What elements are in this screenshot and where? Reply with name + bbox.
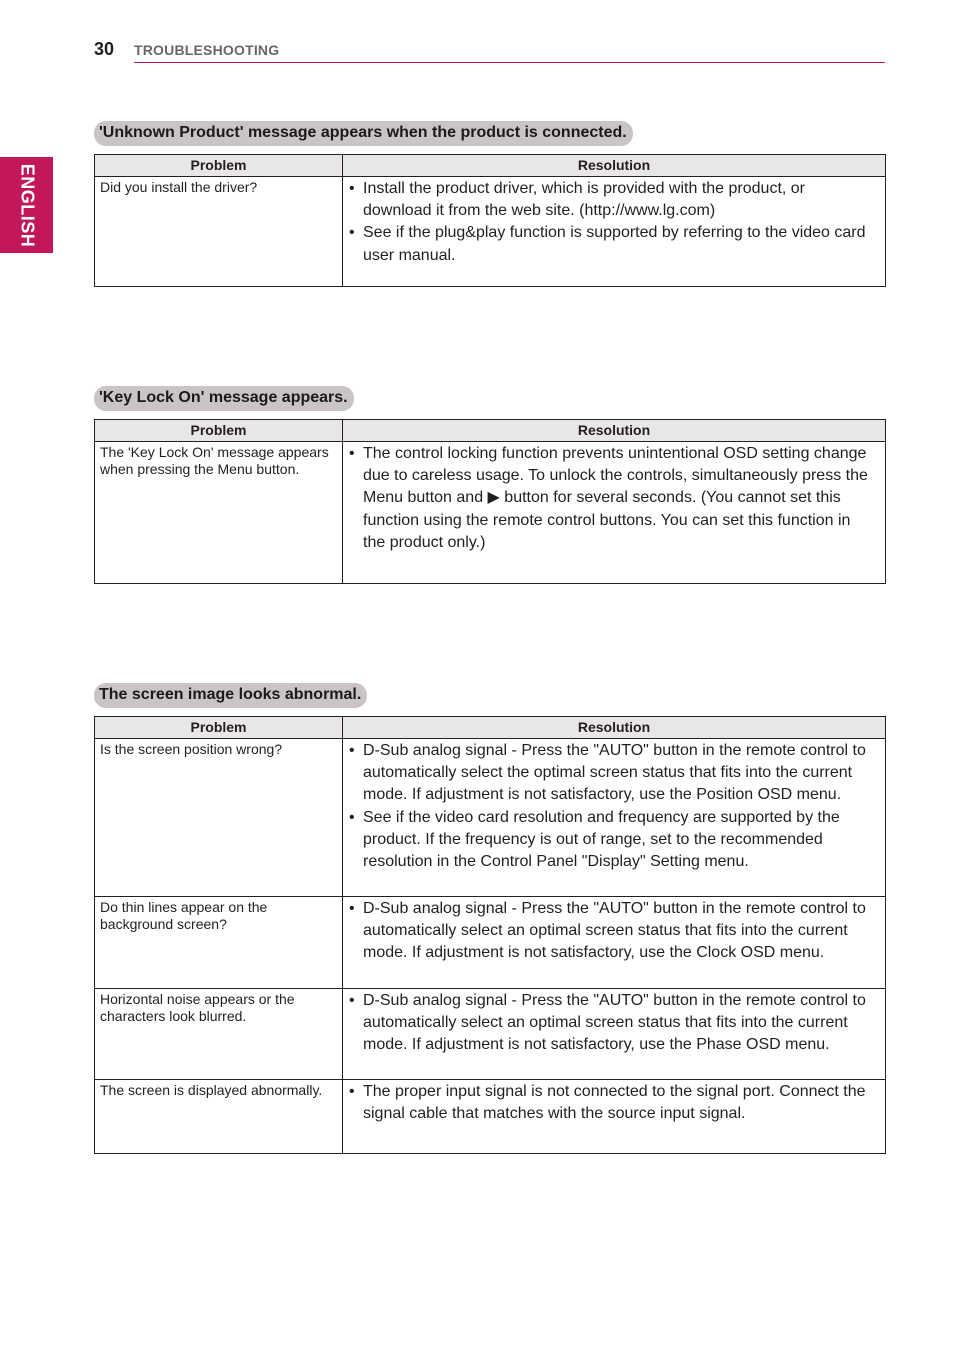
table-header-row (95, 155, 886, 177)
page-number: 30 (94, 39, 115, 59)
troubleshooting-table (94, 154, 886, 287)
table-row (95, 897, 886, 989)
column-header-problem: Problem (95, 420, 343, 442)
section-unknown-product (94, 121, 886, 287)
language-tab (0, 157, 53, 253)
resolution-item: • D-Sub analog signal - Press the "AUTO" button in the remote control to automatically select an optimal screen status that fits into the current mode. If adjustment is not satisfactory, use the Phase OSD menu. (347, 990, 877, 1057)
table-row (95, 177, 886, 287)
table-header-row (95, 420, 886, 442)
language-tab-label: ENGLISH (17, 163, 38, 247)
column-header-resolution: Resolution (343, 420, 886, 442)
table-row (95, 442, 886, 584)
column-header-problem: Problem (95, 717, 343, 739)
column-header-resolution: Resolution (343, 717, 886, 739)
troubleshooting-table (94, 419, 886, 584)
resolution-cell (343, 442, 886, 584)
section-heading: The screen image looks abnormal. (94, 683, 367, 708)
column-header-resolution: Resolution (343, 155, 886, 177)
problem-cell: The screen is displayed abnormally. (95, 1080, 343, 1154)
resolution-item: • D-Sub analog signal - Press the "AUTO" button in the remote control to automatically select an optimal screen status that fits into the current mode. If adjustment is not satisfactory, use the Clock OSD menu. (347, 898, 877, 965)
section-screen-abnormal (94, 683, 886, 1154)
section-heading: 'Unknown Product' message appears when the product is connected. (94, 121, 633, 146)
resolution-cell (343, 177, 886, 287)
resolution-cell (343, 739, 886, 897)
header-divider (134, 62, 885, 63)
resolution-item: • See if the video card resolution and frequency are supported by the product. If the frequency is out of range, set to the recommended resolution in the Control Panel "Display" Setting menu. (347, 807, 877, 874)
table-row (95, 739, 886, 897)
problem-cell: Is the screen position wrong? (95, 739, 343, 897)
resolution-cell (343, 897, 886, 989)
column-header-problem: Problem (95, 155, 343, 177)
section-heading: 'Key Lock On' message appears. (94, 386, 354, 411)
resolution-cell (343, 989, 886, 1080)
problem-cell: The 'Key Lock On' message appears when pressing the Menu button. (95, 442, 343, 584)
resolution-item: • The proper input signal is not connected to the signal port. Connect the signal cable that matches with the source input signal. (347, 1081, 877, 1125)
problem-cell: Did you install the driver? (95, 177, 343, 287)
resolution-item: • See if the plug&play function is supported by referring to the video card user manual. (347, 222, 877, 266)
problem-cell: Do thin lines appear on the background screen? (95, 897, 343, 989)
resolution-item: • D-Sub analog signal - Press the "AUTO" button in the remote control to automatically select the optimal screen status that fits into the current mode. If adjustment is not satisfactory, use the Position OSD menu. (347, 740, 877, 807)
table-row (95, 1080, 886, 1154)
table-header-row (95, 717, 886, 739)
table-row (95, 989, 886, 1080)
resolution-cell (343, 1080, 886, 1154)
resolution-item: • Install the product driver, which is provided with the product, or download it from the web site. (http://www.lg.com) (347, 178, 877, 222)
resolution-item: • The control locking function prevents unintentional OSD setting change due to careless usage. To unlock the controls, simultaneously press the Menu button and ▶ button for several seconds. (You cannot set this function using the remote control buttons. You can set this function in the product only.) (347, 443, 877, 554)
troubleshooting-table (94, 716, 886, 1154)
problem-cell: Horizontal noise appears or the characters look blurred. (95, 989, 343, 1080)
section-title: TROUBLESHOOTING (134, 42, 280, 58)
section-key-lock-on (94, 386, 886, 584)
